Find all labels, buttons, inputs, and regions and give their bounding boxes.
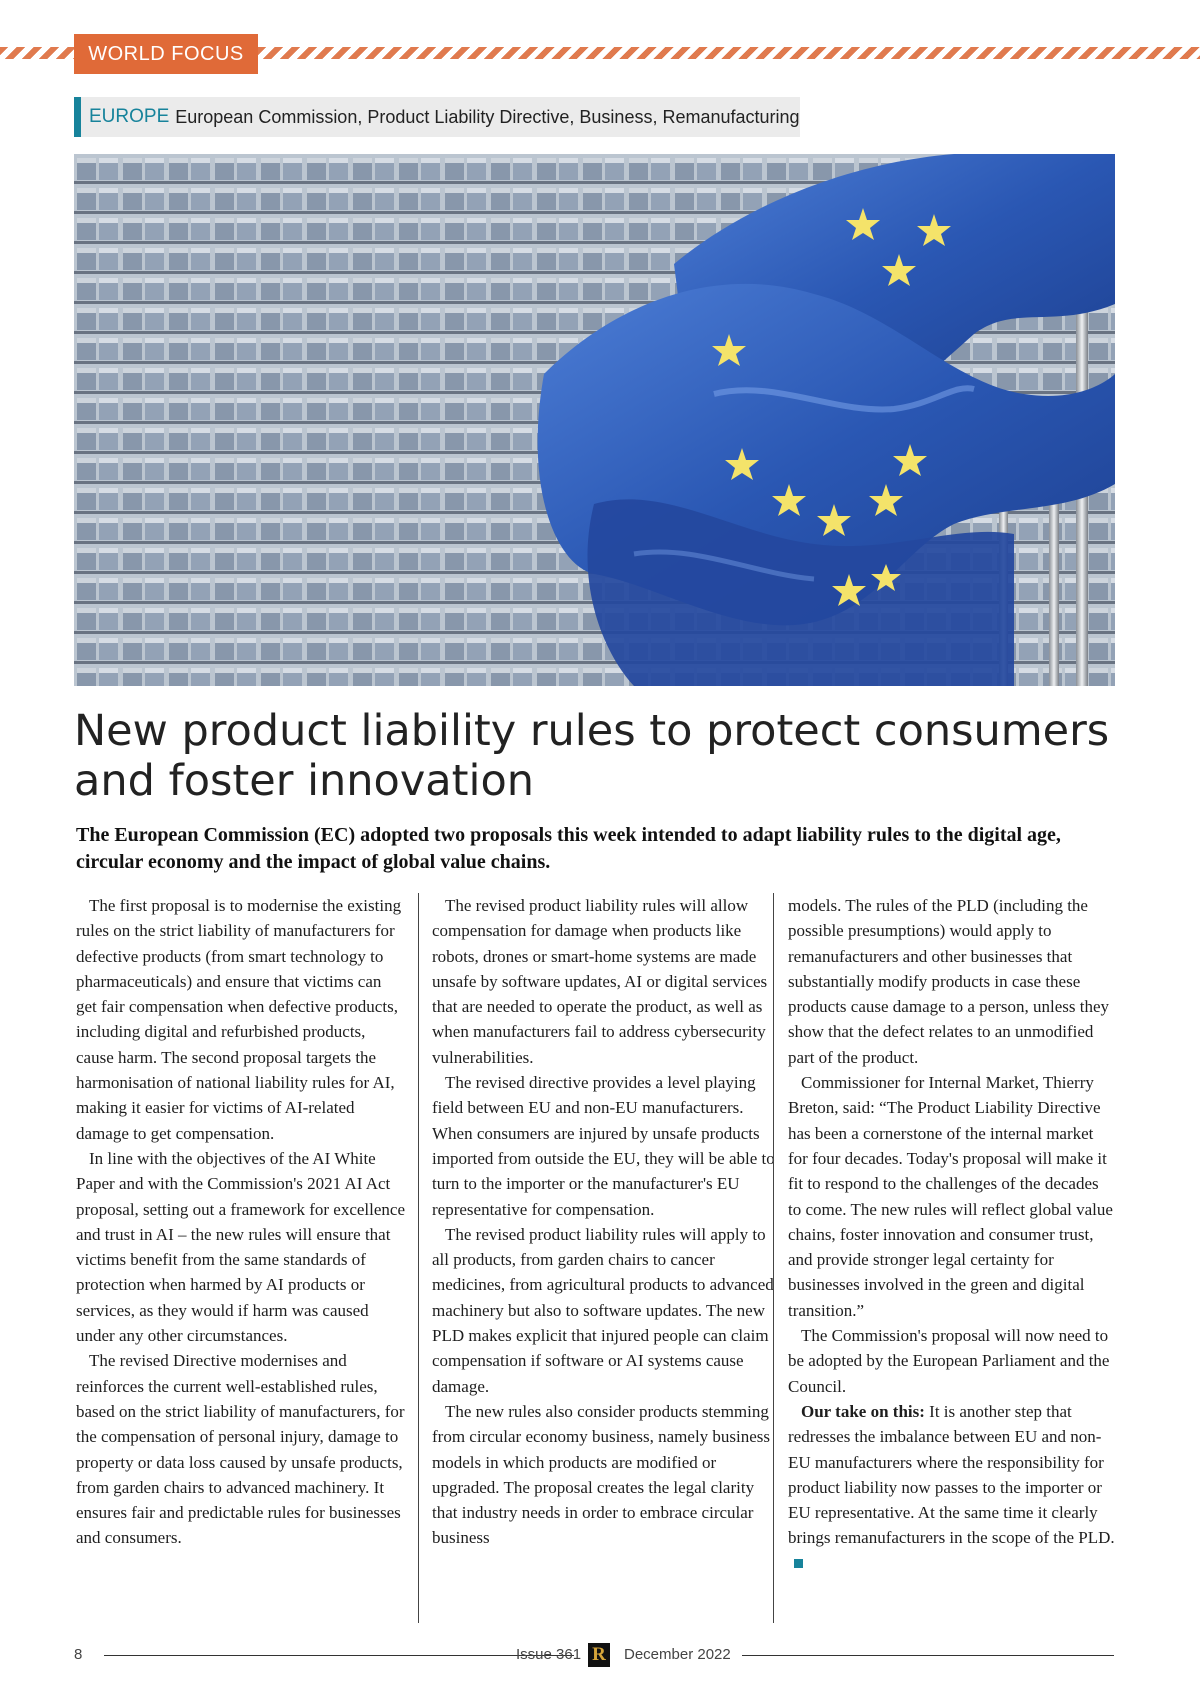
section-label: WORLD FOCUS — [74, 34, 258, 74]
article-standfirst: The European Commission (EC) adopted two proposals this week intended to adapt liability rules to the digital age, circular economy and the impact of global value chains. — [76, 824, 1061, 873]
body-column-2 — [418, 893, 776, 1623]
article-photo — [74, 154, 1115, 686]
body-column-1 — [76, 893, 406, 1623]
our-take-label: Our take on this: — [801, 1401, 925, 1421]
footer-rule-left — [104, 1655, 574, 1656]
headline-line-1: New product liability rules to protect consumers — [74, 706, 1110, 756]
paragraph: The Commission's proposal will now need to be adopted by the European Parliament and the Council. — [788, 1326, 1110, 1396]
paragraph: The revised product liability rules will apply to all products, from garden chairs to cancer medicines, from agricultural products to advanced machinery but also to software updates. The new PLD makes explicit that injured people can claim compensation if software or AI systems cause damage. — [432, 1224, 774, 1396]
publication-logo-icon: R — [588, 1643, 610, 1667]
footer-rule-right — [742, 1655, 1114, 1656]
issue-date: December 2022 — [624, 1646, 731, 1663]
paragraph: models. The rules of the PLD (including the possible presumptions) would apply to remanufacturers and other businesses that substantially modify products in case these products cause damage to a person, unless they show that the defect relates to an unmodified part of the product. — [788, 896, 1110, 1067]
tag-bar — [74, 97, 800, 137]
paragraph: The revised product liability rules will allow compensation for damage when products like robots, drones or smart-home systems are made unsafe by software updates, AI or digital services that are needed to operate the product, as well as when manufacturers fail to address cybersecurity vulnerabilities. — [432, 896, 768, 1067]
body-column-3 — [773, 893, 1116, 1623]
article-body — [76, 893, 1116, 1623]
our-take-text: It is another step that redresses the imbalance between EU and non-EU manufacturers where the responsibility for product liability now passes to the importer or EU representative. At the same time it clearly brings remanufacturers in the scope of the PLD. — [788, 1401, 1115, 1548]
paragraph: In line with the objectives of the AI White Paper and with the Commission's 2021 AI Act proposal, setting out a framework for excellence and trust in AI – the new rules will ensure that victims benefit from the same standards of protection when harmed by AI products or services, as they would if harm was caused under any other circumstances. — [76, 1148, 406, 1346]
page-footer — [74, 1643, 1114, 1667]
paragraph: The new rules also consider products stemming from circular economy business, namely business models in which products are modified or upgraded. The proposal creates the legal clarity that industry needs in order to embrace circular business — [432, 1401, 771, 1548]
region-tag: EUROPE — [89, 106, 170, 127]
paragraph: The first proposal is to modernise the existing rules on the strict liability of manufacturers for defective products (from smart technology to pharmaceuticals) and ensure that victims can get fair compensation when defective products, including digital and refurbished products, cause harm. The second proposal targets the harmonisation of national liability rules for AI, making it easier for victims of AI-related damage to get compensation. — [76, 896, 402, 1143]
paragraph: Commissioner for Internal Market, Thierry Breton, said: “The Product Liability Directive has been a cornerstone of the internal market for four decades. Today's proposal will make it fit to respond to the challenges of the decades to come. The new rules will reflect global value chains, foster innovation and consumer trust, and provide stronger legal certainty for businesses involved in the green and digital transition.” — [788, 1073, 1113, 1320]
headline-line-2: and foster innovation — [74, 756, 535, 806]
page-number: 8 — [74, 1646, 83, 1663]
our-take-paragraph — [788, 1399, 1116, 1576]
paragraph: The revised Directive modernises and reinforces the current well-established rules, based on the strict liability of manufacturers, for the compensation of personal injury, damage to property or data loss caused by unsafe products, from garden chairs to advanced machinery. It ensures fair and predictable rules for businesses and consumers. — [76, 1351, 405, 1548]
header-hatch-right — [258, 47, 1200, 59]
keyword-tags: European Commission, Product Liability Directive, Business, Remanufacturing — [175, 106, 800, 127]
paragraph: The revised directive provides a level playing field between EU and non-EU manufacturers. When consumers are injured by unsafe products imported from outside the EU, they will be able to turn to the importer or the manufacturer's EU representative for compensation. — [432, 1073, 775, 1219]
end-mark-icon — [794, 1559, 803, 1568]
issue-number: Issue 361 — [516, 1646, 582, 1663]
article-headline — [74, 706, 1114, 806]
header-hatch-left — [0, 47, 74, 59]
